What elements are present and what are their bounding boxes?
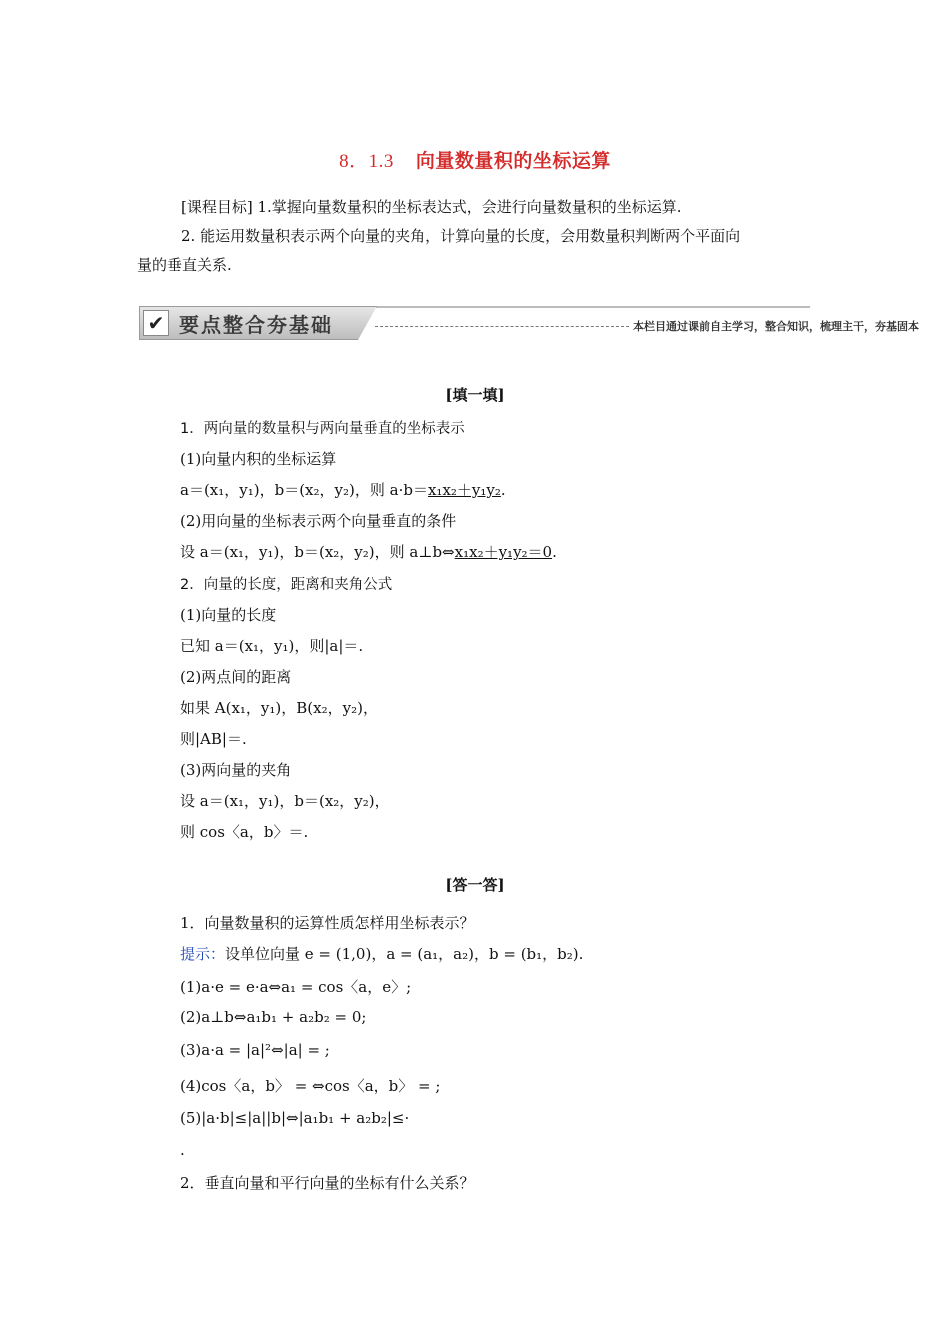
fill-sub-5-text: 设 a＝(x₁，y₁)，b＝(x₂，y₂)， [180, 792, 390, 810]
section-title-text: 向量数量积的坐标运算 [415, 150, 611, 172]
fill-item-2-title: 2．向量的长度，距离和夹角公式 [180, 577, 393, 593]
question-2: 2．垂直向量和平行向量的坐标有什么关系？ [180, 1174, 475, 1192]
fill-sub-4-text: 如果 A(x₁，y₁)，B(x₂，y₂)， [180, 699, 378, 717]
property-2: (2)a⊥b⇔a₁b₁ + a₂b₂ = 0; [180, 1008, 367, 1026]
property-5-continuation: . [180, 1141, 185, 1159]
section-banner [139, 306, 919, 340]
property-5: (5)|a·b|≤|a||b|⇔|a₁b₁ + a₂b₂|≤· [180, 1109, 410, 1127]
answer-heading: [答一答] [445, 876, 505, 894]
fill-sub-2-text: 设 a＝(x₁，y₁)，b＝(x₂，y₂)，则 a⊥b⇔x₁x₂＋y₁y₂＝0. [180, 543, 557, 561]
fill-item-1-title: 1．两向量的数量积与两向量垂直的坐标表示 [180, 421, 465, 437]
course-objectives [137, 193, 812, 280]
property-1: (1)a·e = e·a⇔a₁ = cos〈a，e〉; [180, 978, 412, 996]
question-1: 1．向量数量积的运算性质怎样用坐标表示？ [180, 914, 475, 932]
banner-label: 要点整合夯基础 [179, 313, 333, 337]
hint-label: 提示： [180, 945, 226, 963]
fill-sub-1-title: (1)向量内积的坐标运算 [180, 450, 337, 468]
section-number: 8．1.3 [339, 151, 394, 172]
fill-sub-4-title: (2)两点间的距离 [180, 668, 292, 686]
fill-sub-5-result: 则 cos〈a，b〉＝. [180, 823, 309, 841]
property-3: (3)a·a = |a|²⇔|a| = ; [180, 1041, 330, 1059]
banner-description: 本栏目通过课前自主学习，整合知识，梳理主干，夯基固本 [633, 320, 919, 333]
fill-sub-3-text: 已知 a＝(x₁，y₁)，则|a|＝. [180, 637, 364, 655]
fill-sub-1-answer: x₁x₂＋y₁y₂ [427, 481, 501, 499]
objective-line-3: 量的垂直关系. [137, 256, 232, 274]
property-4: (4)cos〈a，b〉 = ⇔cos〈a，b〉 = ; [180, 1077, 441, 1095]
fill-sub-2-formula: 设 a＝(x₁，y₁)，b＝(x₂，y₂)，则 a⊥b⇔ [180, 543, 455, 561]
fill-heading: [填一填] [445, 386, 505, 404]
hint-text: 设单位向量 e = (1,0)，a = (a₁，a₂)，b = (b₁，b₂). [225, 945, 584, 963]
banner-top-rule [375, 306, 810, 308]
fill-sub-2-answer: x₁x₂＋y₁y₂＝0 [454, 543, 553, 561]
fill-sub-1-text: a＝(x₁，y₁)，b＝(x₂，y₂)，则 a·b＝x₁x₂＋y₁y₂. [180, 481, 506, 499]
objective-line-1: [课程目标] 1.掌握向量数量积的坐标表达式，会进行向量数量积的坐标运算. [181, 198, 682, 216]
page-title [0, 146, 950, 173]
fill-sub-3-title: (1)向量的长度 [180, 606, 277, 624]
checkmark-icon: ✔ [143, 310, 169, 336]
fill-sub-4-result: 则|AB|＝. [180, 730, 247, 748]
objective-line-2: 2. 能运用数量积表示两个向量的夹角，计算向量的长度，会用数量积判断两个平面向 [181, 227, 741, 245]
hint-line [180, 943, 583, 964]
fill-sub-2-title: (2)用向量的坐标表示两个向量垂直的条件 [180, 512, 457, 530]
banner-dashed-rule [375, 326, 629, 327]
fill-sub-5-title: (3)两向量的夹角 [180, 761, 292, 779]
fill-sub-1-formula: a＝(x₁，y₁)，b＝(x₂，y₂)，则 a·b＝ [180, 481, 428, 499]
